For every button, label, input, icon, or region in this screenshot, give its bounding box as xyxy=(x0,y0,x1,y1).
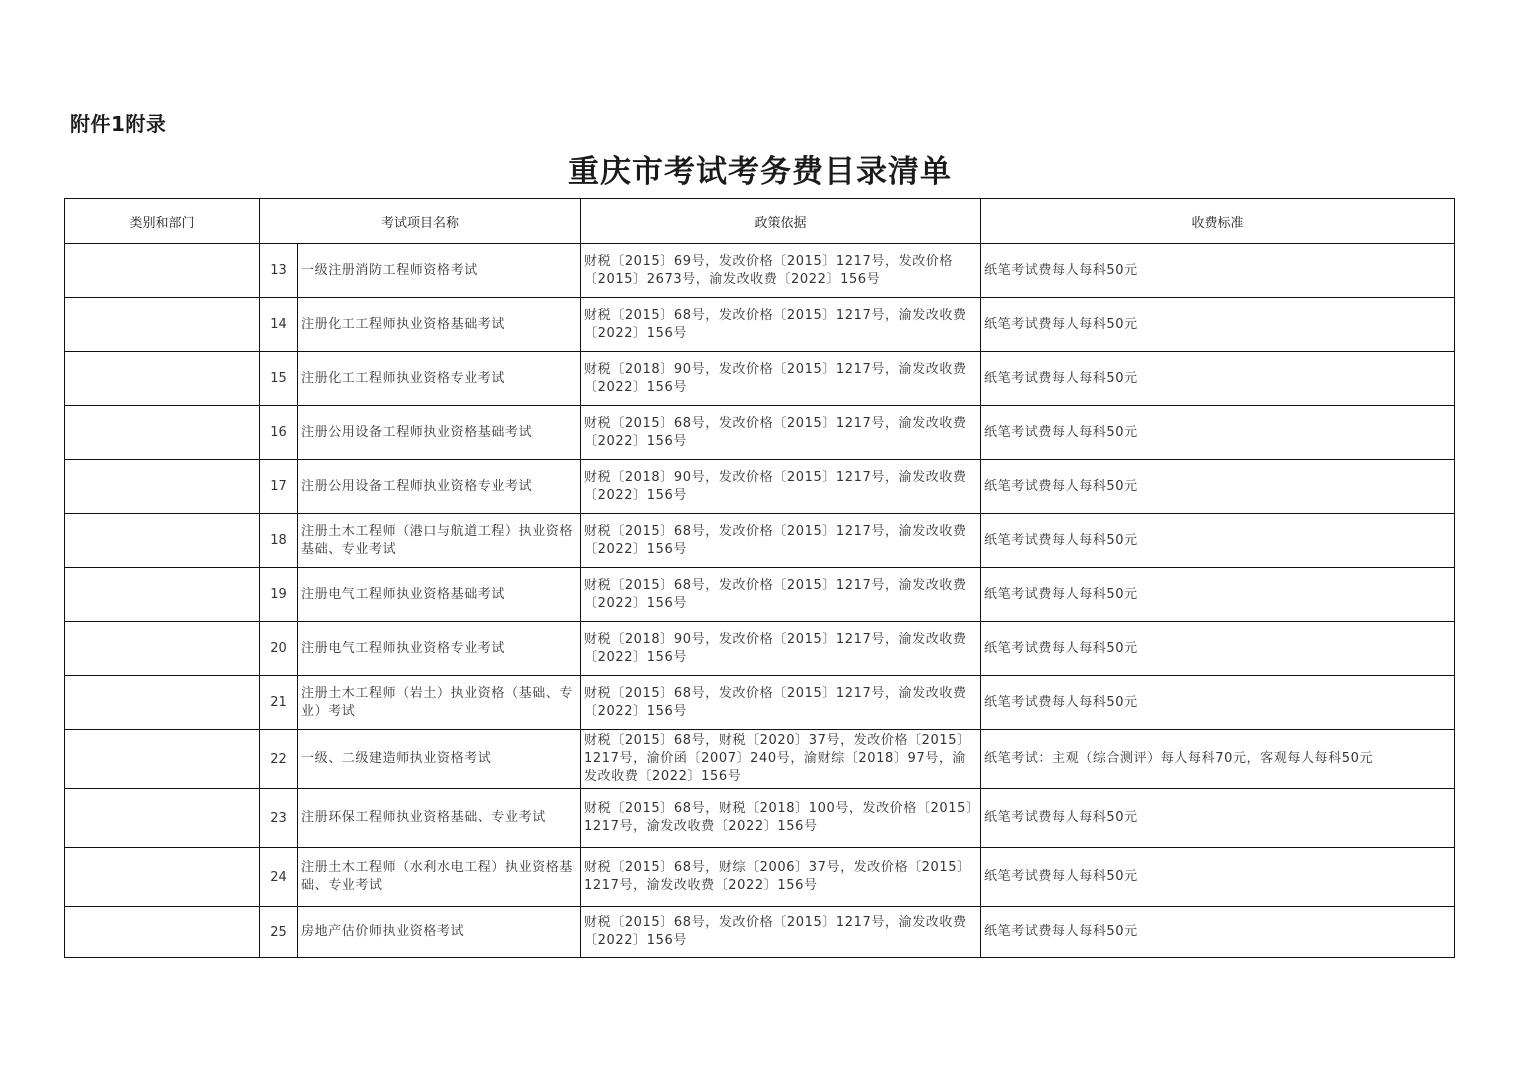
cell-category xyxy=(65,298,260,352)
cell-number: 21 xyxy=(260,676,298,730)
cell-exam-name: 注册土木工程师（岩土）执业资格（基础、专业）考试 xyxy=(298,676,581,730)
cell-policy: 财税〔2015〕68号，发改价格〔2015〕1217号，渝发改收费〔2022〕156号 xyxy=(581,907,981,958)
table-row xyxy=(65,460,1455,514)
cell-fee: 纸笔考试：主观（综合测评）每人每科70元，客观每人每科50元 xyxy=(981,730,1455,789)
table-row xyxy=(65,789,1455,848)
cell-exam-name: 注册电气工程师执业资格基础考试 xyxy=(298,568,581,622)
column-header-category: 类别和部门 xyxy=(65,199,260,244)
cell-number: 13 xyxy=(260,244,298,298)
cell-number: 16 xyxy=(260,406,298,460)
cell-fee: 纸笔考试费每人每科50元 xyxy=(981,514,1455,568)
cell-exam-name: 注册环保工程师执业资格基础、专业考试 xyxy=(298,789,581,848)
cell-exam-name: 注册电气工程师执业资格专业考试 xyxy=(298,622,581,676)
cell-policy: 财税〔2015〕68号，发改价格〔2015〕1217号，渝发改收费〔2022〕156号 xyxy=(581,568,981,622)
cell-category xyxy=(65,622,260,676)
cell-policy: 财税〔2015〕68号，发改价格〔2015〕1217号，渝发改收费〔2022〕156号 xyxy=(581,406,981,460)
table-row xyxy=(65,244,1455,298)
cell-fee: 纸笔考试费每人每科50元 xyxy=(981,622,1455,676)
page-title: 重庆市考试考务费目录清单 xyxy=(568,154,952,190)
cell-policy: 财税〔2015〕69号，发改价格〔2015〕1217号，发改价格〔2015〕2673号，渝发改收费〔2022〕156号 xyxy=(581,244,981,298)
cell-category xyxy=(65,406,260,460)
cell-category xyxy=(65,352,260,406)
cell-fee: 纸笔考试费每人每科50元 xyxy=(981,907,1455,958)
column-header-fee: 收费标准 xyxy=(981,199,1455,244)
cell-exam-name: 一级注册消防工程师资格考试 xyxy=(298,244,581,298)
table-row xyxy=(65,622,1455,676)
cell-policy: 财税〔2015〕68号，发改价格〔2015〕1217号，渝发改收费〔2022〕156号 xyxy=(581,514,981,568)
cell-fee: 纸笔考试费每人每科50元 xyxy=(981,848,1455,907)
cell-category xyxy=(65,568,260,622)
cell-number: 25 xyxy=(260,907,298,958)
table-header-row xyxy=(65,199,1455,244)
cell-fee: 纸笔考试费每人每科50元 xyxy=(981,406,1455,460)
cell-fee: 纸笔考试费每人每科50元 xyxy=(981,352,1455,406)
cell-category xyxy=(65,460,260,514)
column-header-exam-name: 考试项目名称 xyxy=(260,199,581,244)
cell-category xyxy=(65,730,260,789)
cell-number: 14 xyxy=(260,298,298,352)
cell-policy: 财税〔2015〕68号，财综〔2006〕37号，发改价格〔2015〕1217号，渝发改收费〔2022〕156号 xyxy=(581,848,981,907)
cell-policy: 财税〔2015〕68号，财税〔2018〕100号，发改价格〔2015〕1217号，渝发改收费〔2022〕156号 xyxy=(581,789,981,848)
cell-exam-name: 注册公用设备工程师执业资格专业考试 xyxy=(298,460,581,514)
cell-number: 15 xyxy=(260,352,298,406)
cell-number: 24 xyxy=(260,848,298,907)
attachment-label: 附件1附录 xyxy=(70,112,167,136)
cell-number: 17 xyxy=(260,460,298,514)
table-row xyxy=(65,298,1455,352)
cell-exam-name: 注册化工工程师执业资格专业考试 xyxy=(298,352,581,406)
table-row xyxy=(65,730,1455,789)
table-row xyxy=(65,848,1455,907)
cell-category xyxy=(65,676,260,730)
table-row xyxy=(65,514,1455,568)
cell-policy: 财税〔2015〕68号，发改价格〔2015〕1217号，渝发改收费〔2022〕156号 xyxy=(581,676,981,730)
cell-policy: 财税〔2018〕90号，发改价格〔2015〕1217号，渝发改收费〔2022〕156号 xyxy=(581,460,981,514)
table-row xyxy=(65,568,1455,622)
cell-exam-name: 注册公用设备工程师执业资格基础考试 xyxy=(298,406,581,460)
cell-number: 20 xyxy=(260,622,298,676)
cell-category xyxy=(65,907,260,958)
cell-fee: 纸笔考试费每人每科50元 xyxy=(981,298,1455,352)
cell-policy: 财税〔2015〕68号，发改价格〔2015〕1217号，渝发改收费〔2022〕156号 xyxy=(581,298,981,352)
cell-exam-name: 一级、二级建造师执业资格考试 xyxy=(298,730,581,789)
cell-number: 18 xyxy=(260,514,298,568)
cell-exam-name: 注册土木工程师（港口与航道工程）执业资格基础、专业考试 xyxy=(298,514,581,568)
cell-number: 23 xyxy=(260,789,298,848)
cell-exam-name: 房地产估价师执业资格考试 xyxy=(298,907,581,958)
cell-policy: 财税〔2018〕90号，发改价格〔2015〕1217号，渝发改收费〔2022〕156号 xyxy=(581,352,981,406)
cell-number: 22 xyxy=(260,730,298,789)
table-row xyxy=(65,352,1455,406)
table-row xyxy=(65,406,1455,460)
cell-policy: 财税〔2015〕68号，财税〔2020〕37号，发改价格〔2015〕1217号，渝价函〔2007〕240号，渝财综〔2018〕97号，渝发改收费〔2022〕156号 xyxy=(581,730,981,789)
cell-category xyxy=(65,848,260,907)
cell-category xyxy=(65,514,260,568)
cell-fee: 纸笔考试费每人每科50元 xyxy=(981,568,1455,622)
cell-fee: 纸笔考试费每人每科50元 xyxy=(981,244,1455,298)
cell-policy: 财税〔2018〕90号，发改价格〔2015〕1217号，渝发改收费〔2022〕156号 xyxy=(581,622,981,676)
fee-catalog-table xyxy=(64,198,1455,958)
cell-exam-name: 注册土木工程师（水利水电工程）执业资格基础、专业考试 xyxy=(298,848,581,907)
cell-number: 19 xyxy=(260,568,298,622)
table-row xyxy=(65,907,1455,958)
cell-fee: 纸笔考试费每人每科50元 xyxy=(981,789,1455,848)
cell-category xyxy=(65,244,260,298)
column-header-policy: 政策依据 xyxy=(581,199,981,244)
cell-fee: 纸笔考试费每人每科50元 xyxy=(981,460,1455,514)
cell-category xyxy=(65,789,260,848)
cell-exam-name: 注册化工工程师执业资格基础考试 xyxy=(298,298,581,352)
table-row xyxy=(65,676,1455,730)
cell-fee: 纸笔考试费每人每科50元 xyxy=(981,676,1455,730)
